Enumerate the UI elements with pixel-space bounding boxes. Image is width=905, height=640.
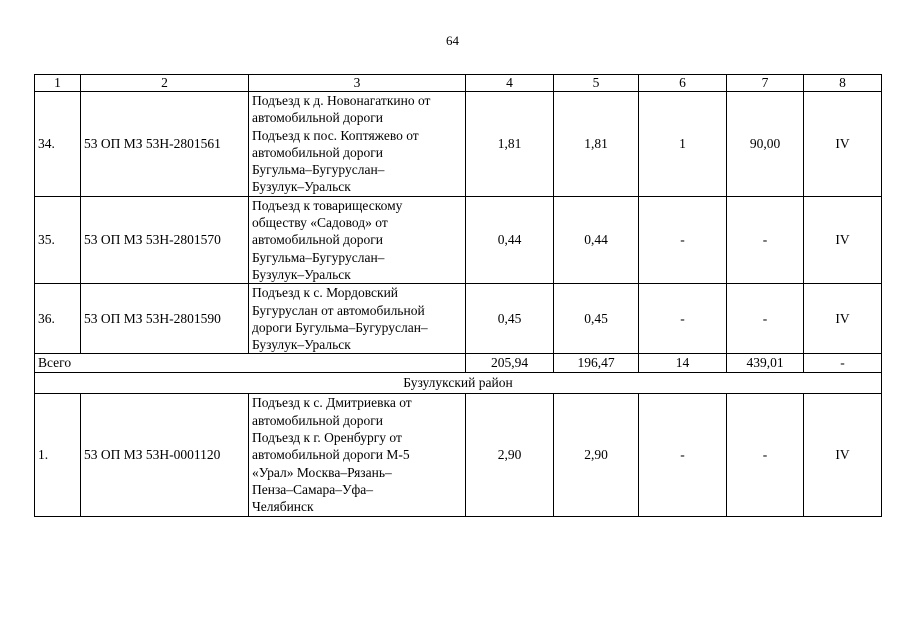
table-row bbox=[35, 394, 882, 516]
header-cell: 6 bbox=[639, 75, 727, 92]
desc-line: Подъезд к г. Оренбургу от bbox=[252, 430, 402, 446]
road-description bbox=[249, 92, 466, 197]
desc-line: Подъезд к товарищескому bbox=[252, 197, 403, 213]
desc-line: Бузулук–Уральск bbox=[252, 179, 351, 195]
desc-line: Подъезд к с. Дмитриевка от bbox=[252, 395, 412, 411]
cell-col5: 0,44 bbox=[554, 196, 639, 283]
cell-col6: - bbox=[639, 284, 727, 354]
header-cell: 3 bbox=[249, 75, 466, 92]
row-number: 34. bbox=[35, 92, 81, 197]
desc-line: автомобильной дороги bbox=[252, 232, 383, 248]
total-col4: 205,94 bbox=[466, 354, 554, 373]
table-row bbox=[35, 284, 882, 354]
desc-line: дороги Бугульма–Бугуруслан– bbox=[252, 319, 428, 335]
cell-col5: 0,45 bbox=[554, 284, 639, 354]
roads-table bbox=[34, 74, 882, 517]
section-title: Бузулукский район bbox=[35, 373, 882, 394]
road-code: 53 ОП МЗ 53Н-2801590 bbox=[81, 284, 249, 354]
road-description bbox=[249, 196, 466, 283]
desc-line: автомобильной дороги bbox=[252, 110, 383, 126]
row-number: 36. bbox=[35, 284, 81, 354]
cell-col6: - bbox=[639, 196, 727, 283]
cell-col4: 0,44 bbox=[466, 196, 554, 283]
row-number: 1. bbox=[35, 394, 81, 516]
desc-line: Подъезд к пос. Коптяжево от bbox=[252, 127, 419, 143]
road-description bbox=[249, 284, 466, 354]
header-cell: 7 bbox=[727, 75, 804, 92]
cell-col5: 1,81 bbox=[554, 92, 639, 197]
desc-line: обществу «Садовод» от bbox=[252, 215, 388, 231]
desc-line: Бугульма–Бугуруслан– bbox=[252, 249, 385, 265]
road-code: 53 ОП МЗ 53Н-2801561 bbox=[81, 92, 249, 197]
desc-line: Бузулук–Уральск bbox=[252, 266, 351, 282]
desc-line: Пенза–Самара–Уфа– bbox=[252, 481, 374, 497]
desc-line: Подъезд к с. Мордовский bbox=[252, 285, 399, 301]
header-cell: 4 bbox=[466, 75, 554, 92]
desc-line: Бузулук–Уральск bbox=[252, 337, 351, 353]
cell-col7: - bbox=[727, 394, 804, 516]
road-description bbox=[249, 394, 466, 516]
total-col7: 439,01 bbox=[727, 354, 804, 373]
cell-col5: 2,90 bbox=[554, 394, 639, 516]
cell-col6: - bbox=[639, 394, 727, 516]
total-row bbox=[35, 354, 882, 373]
desc-line: автомобильной дороги bbox=[252, 144, 383, 160]
desc-line: автомобильной дороги bbox=[252, 412, 383, 428]
desc-line: «Урал» Москва–Рязань– bbox=[252, 464, 392, 480]
total-col5: 196,47 bbox=[554, 354, 639, 373]
header-cell: 1 bbox=[35, 75, 81, 92]
road-code: 53 ОП МЗ 53Н-0001120 bbox=[81, 394, 249, 516]
total-col6: 14 bbox=[639, 354, 727, 373]
cell-col7: - bbox=[727, 196, 804, 283]
total-label: Всего bbox=[35, 354, 466, 373]
cell-col7: 90,00 bbox=[727, 92, 804, 197]
page-number: 64 bbox=[446, 33, 459, 48]
section-row bbox=[35, 373, 882, 394]
desc-line: Бугульма–Бугуруслан– bbox=[252, 162, 385, 178]
desc-line: автомобильной дороги М-5 bbox=[252, 447, 410, 463]
cell-col6: 1 bbox=[639, 92, 727, 197]
cell-col8: IV bbox=[804, 92, 882, 197]
table-row bbox=[35, 92, 882, 197]
header-row bbox=[35, 75, 882, 92]
table-row bbox=[35, 196, 882, 283]
header-cell: 8 bbox=[804, 75, 882, 92]
cell-col8: IV bbox=[804, 284, 882, 354]
header-cell: 2 bbox=[81, 75, 249, 92]
header-cell: 5 bbox=[554, 75, 639, 92]
cell-col8: IV bbox=[804, 394, 882, 516]
cell-col4: 2,90 bbox=[466, 394, 554, 516]
row-number: 35. bbox=[35, 196, 81, 283]
total-col8: - bbox=[804, 354, 882, 373]
desc-line: Бугуруслан от автомобильной bbox=[252, 302, 425, 318]
desc-line: Подъезд к д. Новонагаткино от bbox=[252, 93, 431, 108]
road-code: 53 ОП МЗ 53Н-2801570 bbox=[81, 196, 249, 283]
cell-col4: 0,45 bbox=[466, 284, 554, 354]
cell-col8: IV bbox=[804, 196, 882, 283]
desc-line: Челябинск bbox=[252, 499, 314, 515]
cell-col4: 1,81 bbox=[466, 92, 554, 197]
cell-col7: - bbox=[727, 284, 804, 354]
